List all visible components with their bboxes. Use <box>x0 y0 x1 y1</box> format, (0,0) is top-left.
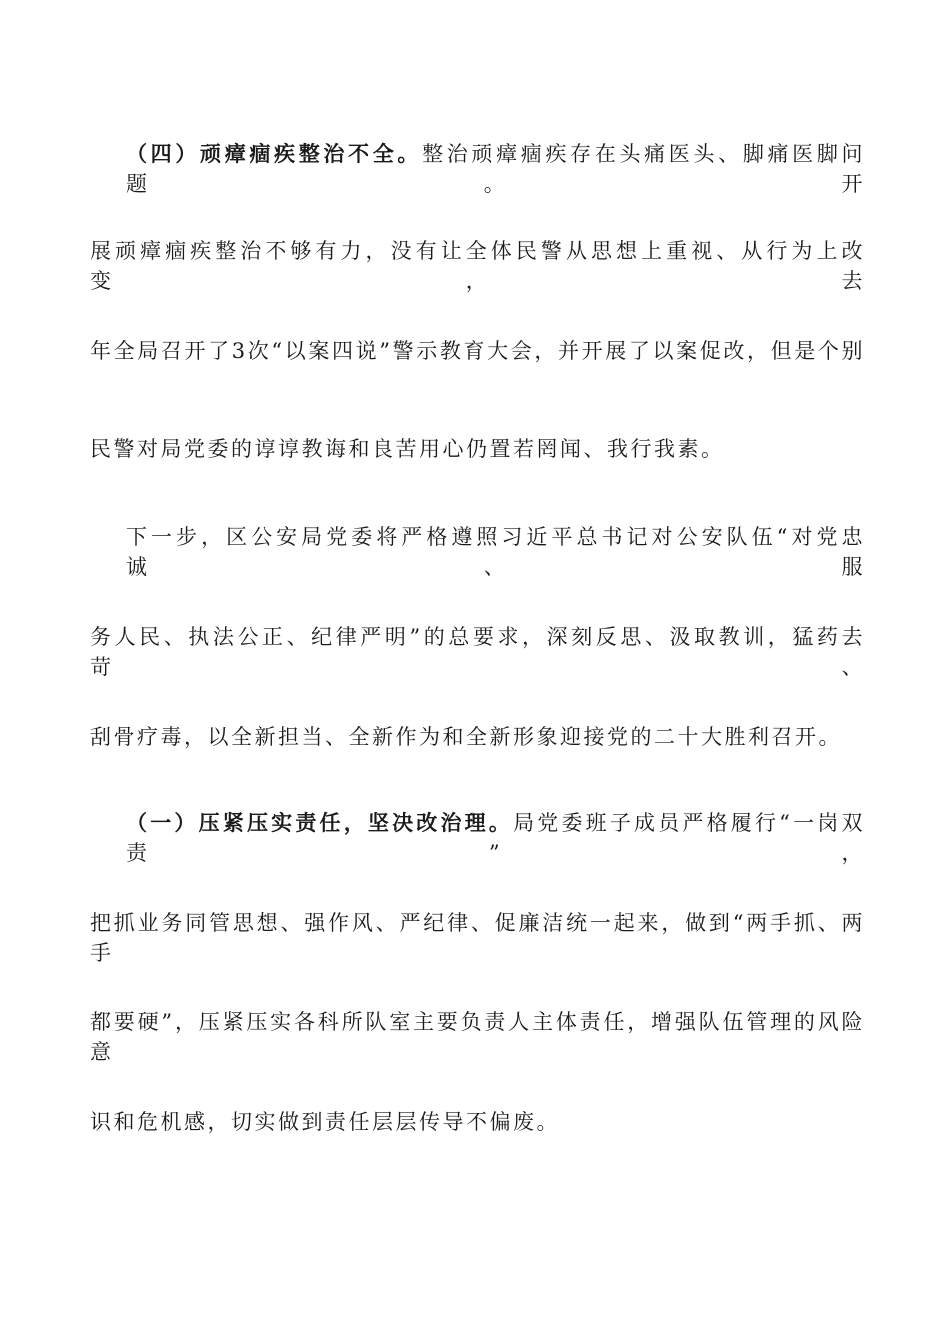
paragraph-3-line-1 <box>90 808 865 868</box>
line-text: 民警对局党委的谆谆教诲和良苦用心仍置若罔闻、我行我素。 <box>90 437 725 461</box>
line-text: 年全局召开了3次“以案四说”警示教育大会，并开展了以案促改，但是个别 <box>90 339 865 363</box>
paragraph-3-line-4 <box>90 1107 865 1137</box>
paragraph-1-line-2 <box>90 236 865 296</box>
line-text: 都要硬”，压紧压实各科所队室主要负责人主体责任，增强队伍管理的风险意 <box>90 1010 865 1064</box>
paragraph-2-line-3 <box>90 722 865 752</box>
line-text: 把抓业务同管思想、强作风、严纪律、促廉洁统一起来，做到“两手抓、两手 <box>90 911 865 965</box>
line-text: 识和危机感，切实做到责任层层传导不偏废。 <box>90 1110 560 1134</box>
section-heading-1: （一）压紧压实责任，坚决改治理。 <box>126 810 514 835</box>
line-text: 展顽瘴痼疾整治不够有力，没有让全体民警从思想上重视、从行为上改变，去 <box>90 239 865 293</box>
paragraph-3-line-2 <box>90 908 865 968</box>
line-text: 整治顽瘴痼疾存在头痛医头、脚痛医脚问题。开 <box>126 142 866 196</box>
paragraph-2-line-1 <box>90 522 865 582</box>
section-heading-4: （四）顽瘴痼疾整治不全。 <box>126 141 423 166</box>
line-text: 局党委班子成员严格履行“一岗双责”， <box>126 811 865 865</box>
line-text: 务人民、执法公正、纪律严明”的总要求，深刻反思、汲取教训，猛药去苛、 <box>90 625 865 679</box>
paragraph-1-line-1 <box>90 139 865 199</box>
paragraph-1-line-4 <box>90 434 865 464</box>
line-text: 刮骨疗毒，以全新担当、全新作为和全新形象迎接党的二十大胜利召开。 <box>90 725 842 749</box>
paragraph-1-line-3 <box>90 336 865 366</box>
line-text: 下一步，区公安局党委将严格遵照习近平总书记对公安队伍“对党忠诚、服 <box>126 525 865 579</box>
paragraph-2-line-2 <box>90 622 865 682</box>
paragraph-3-line-3 <box>90 1007 865 1067</box>
